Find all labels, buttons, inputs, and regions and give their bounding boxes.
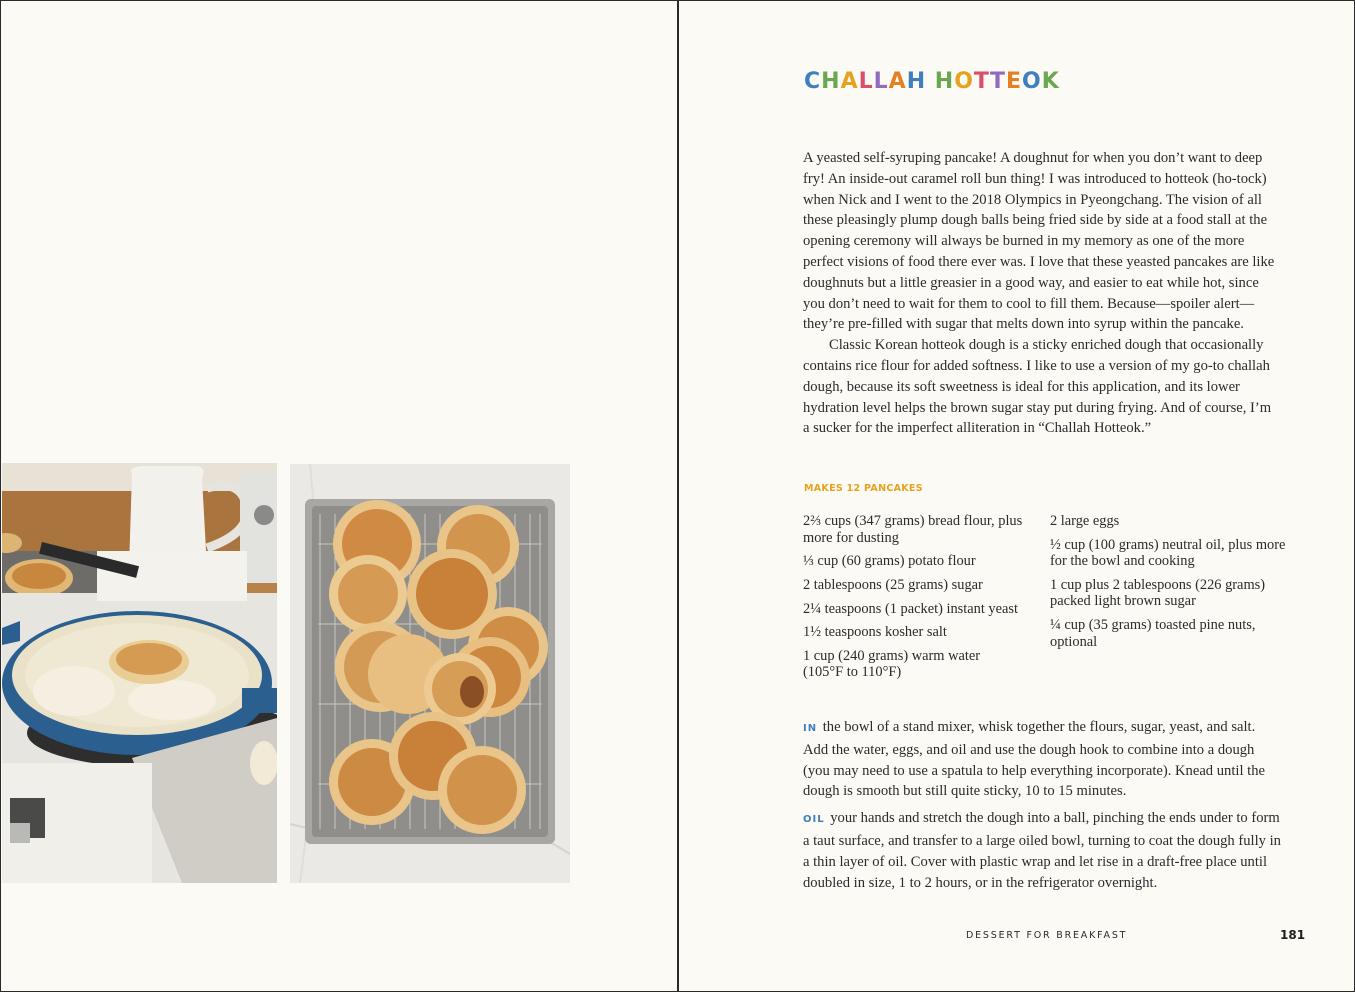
step-1 <box>803 717 1281 802</box>
ingredient-item: 2 tablespoons (25 grams) sugar <box>803 576 983 593</box>
ingredient-item: 2 large eggs <box>1050 513 1120 529</box>
ingredient-item: 1½ teaspoons kosher salt <box>803 624 947 641</box>
title-letter: K <box>1041 69 1060 94</box>
ingredients-column-right <box>1050 513 1290 657</box>
title-letter: O <box>954 69 974 94</box>
title-letter: T <box>989 69 1006 94</box>
ingredient-item: ¼ cup (35 grams) toasted pine nuts, optional <box>1050 617 1256 650</box>
step-text: the bowl of a stand mixer, whisk together the flours, sugar, yeast, and salt. Add the water, eggs, and oil and use the dough hook to combine into a dough (you may need to use a spatula to help everything incorporate). Knead until the dough is smooth but still quite sticky, 10 to 15 minutes. <box>803 719 1265 800</box>
title-letter: H <box>934 69 955 94</box>
recipe-title <box>804 69 1060 94</box>
recipe-steps <box>803 717 1281 899</box>
title-letter: O <box>1021 69 1042 94</box>
ingredient-item: ⅓ cup (60 grams) potato flour <box>803 553 976 570</box>
step-keyword: OIL <box>803 814 825 826</box>
page-number: 181 <box>1280 928 1306 942</box>
title-letter: H <box>906 69 927 94</box>
intro-paragraph-2: Classic Korean hotteok dough is a sticky enriched dough that occasionally contains rice flour for added softness. I like to use a version of my go-to challah dough, because its soft sweetness is ideal for this application, and its lower hydration level helps the brown sugar stay put during frying. And of course, I’m a sucker for the imperfect alliteration in “Challah Hotteok.” <box>803 337 1272 437</box>
ingredient-item: 1 cup plus 2 tablespoons (226 grams) packed light brown sugar <box>1050 576 1266 610</box>
running-head: DESSERT FOR BREAKFAST <box>966 930 1128 941</box>
title-letter: L <box>873 69 889 94</box>
recipe-yield: MAKES 12 PANCAKES <box>804 483 923 494</box>
ingredients-column-left <box>803 513 1023 688</box>
title-letter: L <box>858 69 874 94</box>
recipe-intro <box>803 148 1281 439</box>
intro-paragraph-1: A yeasted self-syruping pancake! A doughnut for when you don’t want to deep fry! An inside-out caramel roll bun thing! I was introduced to hotteok (ho-tock) when Nick and I went to the 2018 Olympics in Pyeongchang. The vision of all these pleasingly plump dough balls being fried side by side at a food stall at the opening ceremony will always be burned in my memory as one of the more perfect visions of food there ever was. I love that these yeasted pancakes are like doughnuts but a little greasier in a good way, and easier to eat while hot, since you don’t need to wait for them to cool to fill them. Because—spoiler alert—they’re pre-filled with sugar that melts down into syrup within the pancake. <box>803 150 1275 333</box>
title-letter: C <box>804 69 822 94</box>
ingredient-item: ½ cup (100 grams) neutral oil, plus more for the bowl and cooking <box>1050 536 1286 570</box>
ingredient-item: 2¼ teaspoons (1 packet) instant yeast <box>803 600 1019 617</box>
title-letter: E <box>1005 69 1022 94</box>
ingredient-item: 2⅔ cups (347 grams) bread flour, plus more for dusting <box>803 513 1023 546</box>
title-letter <box>926 69 935 94</box>
title-letter: A <box>840 69 859 94</box>
left-page <box>1 1 677 992</box>
right-page <box>679 1 1355 992</box>
step-2 <box>803 808 1281 893</box>
title-letter: A <box>888 69 907 94</box>
title-letter: H <box>821 69 841 94</box>
step-text: your hands and stretch the dough into a ball, pinching the ends under to form a taut surface, and transfer to a large oiled bowl, turning to coat the dough fully in a thin layer of oil. Cover with plastic wrap and let rise in a draft-free place until doubled in size, 1 to 2 hours, or in the refrigerator overnight. <box>803 810 1281 891</box>
title-letter: T <box>973 69 990 94</box>
photo-tray-hotteok <box>290 464 570 883</box>
step-keyword: IN <box>803 723 818 734</box>
photo-pan-frying <box>2 463 277 883</box>
ingredient-item: 1 cup (240 grams) warm water (105°F to 110°F) <box>803 647 981 681</box>
